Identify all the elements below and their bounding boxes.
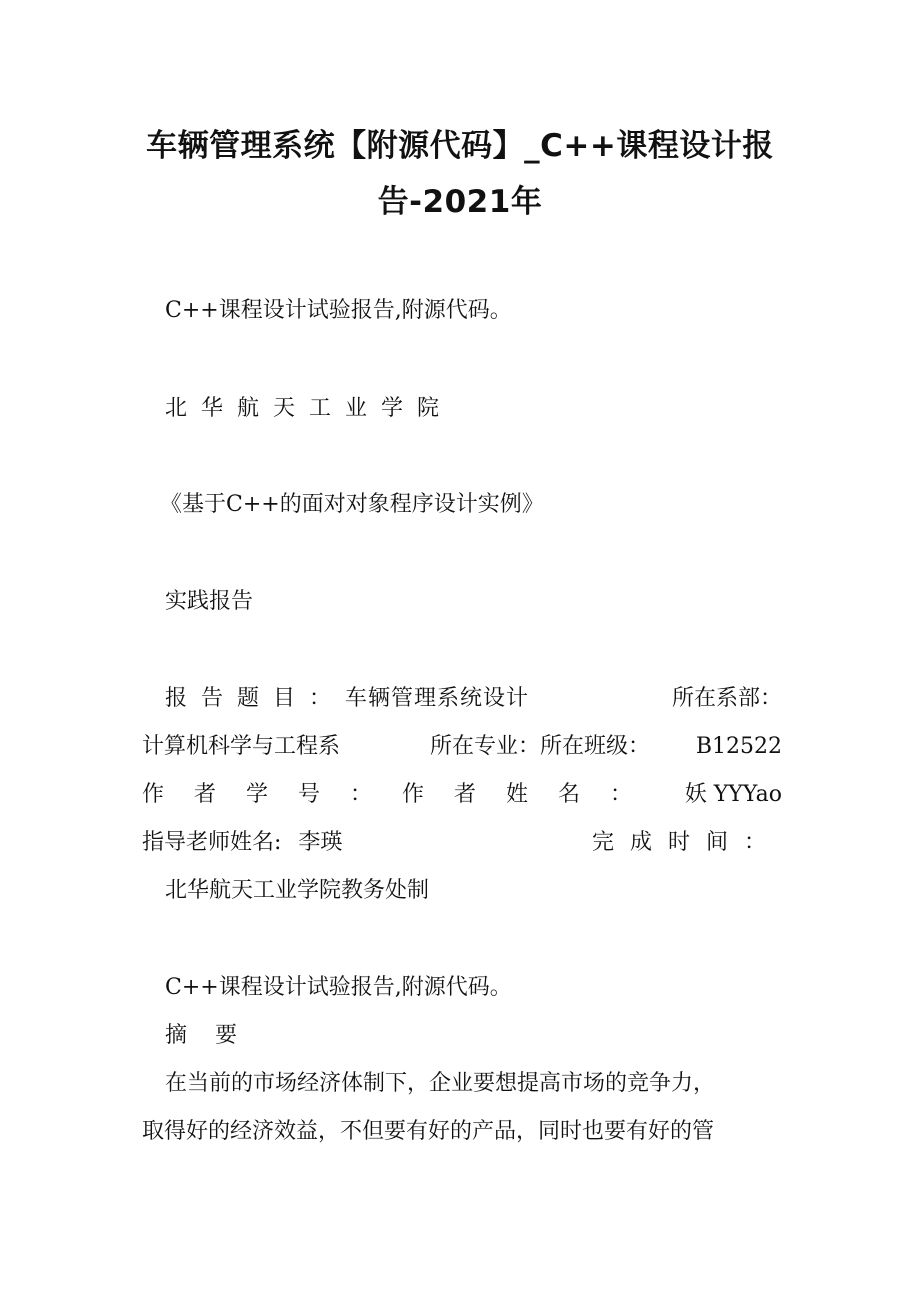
title-line-1: 车辆管理系统【附源代码】_C++课程设计报 bbox=[146, 128, 774, 164]
teacher-label: 指导老师姓名: bbox=[142, 830, 282, 855]
intro-line: C++课程设计试验报告,附源代码。 bbox=[165, 298, 512, 323]
time-label: 完成时间： bbox=[591, 830, 782, 855]
school-name: 北华航天工业学院 bbox=[165, 396, 454, 421]
report-type: 实践报告 bbox=[165, 589, 254, 614]
office-line: 北华航天工业学院教务处制 bbox=[165, 878, 430, 903]
abstract-line-2: 取得好的经济效益，不但要有好的产品，同时也要有好的管 bbox=[142, 1119, 715, 1144]
teacher-value: 李瑛 bbox=[298, 830, 343, 855]
info-row-dept bbox=[142, 732, 782, 762]
topic-group bbox=[165, 684, 529, 714]
dept-label: 所在系部： bbox=[671, 686, 782, 711]
abstract-heading: 摘 要 bbox=[165, 1023, 237, 1048]
intro-line-2: C++课程设计试验报告,附源代码。 bbox=[165, 975, 512, 1000]
name-value: 妖 YYYao bbox=[684, 782, 782, 807]
abstract-line-1: 在当前的市场经济体制下，企业要想提高市场的竞争力， bbox=[165, 1071, 716, 1096]
info-row-teacher bbox=[142, 828, 782, 858]
class-label: 所在班级： bbox=[540, 734, 651, 759]
document-title bbox=[120, 118, 800, 230]
class-value: B12522 bbox=[695, 734, 782, 759]
topic-value: 车辆管理系统设计 bbox=[345, 686, 530, 711]
info-row-topic bbox=[165, 684, 782, 714]
topic-label: 报告题目： bbox=[165, 686, 346, 711]
dept-value: 计算机科学与工程系 bbox=[142, 734, 341, 759]
title-line-2: 告-2021年 bbox=[377, 184, 543, 220]
major-label: 所在专业： bbox=[430, 734, 541, 759]
info-row-author bbox=[142, 780, 782, 810]
book-title: 《基于C++的面对对象程序设计实例》 bbox=[160, 492, 544, 517]
id-label: 作者学号： bbox=[142, 782, 403, 807]
teacher-group bbox=[142, 828, 342, 858]
name-label: 作者姓名： bbox=[402, 782, 663, 807]
